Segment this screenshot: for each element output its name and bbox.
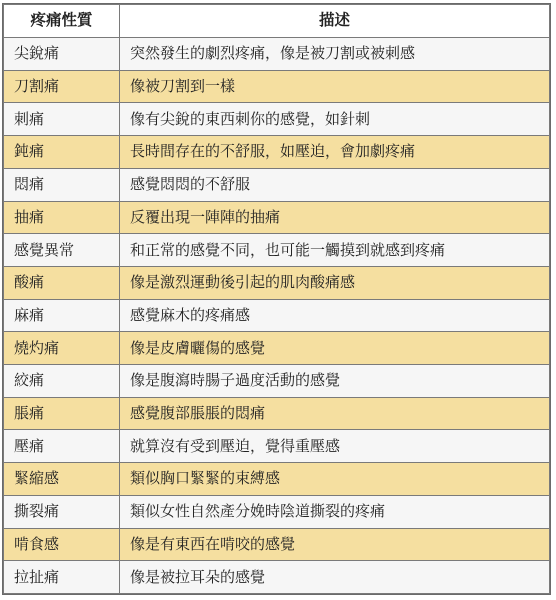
table-row [4,201,550,234]
table-row [4,332,550,365]
description-cell: 和正常的感覺不同，也可能一觸摸到就感到疼痛 [120,234,550,267]
description-cell: 類似女性自然產分娩時陰道撕裂的疼痛 [120,495,550,528]
description-cell: 感覺麻木的疼痛感 [120,299,550,332]
pain-type-cell: 刀割痛 [4,70,120,103]
table-header [4,5,550,38]
pain-type-cell: 尖銳痛 [4,38,120,71]
table-row [4,234,550,267]
description-cell: 像是激烈運動後引起的肌肉酸痛感 [120,266,550,299]
table-row [4,168,550,201]
pain-type-cell: 緊縮感 [4,463,120,496]
description-cell: 像是有東西在啃咬的感覺 [120,528,550,561]
pain-type-cell: 鈍痛 [4,136,120,169]
pain-type-cell: 抽痛 [4,201,120,234]
header-row [4,5,550,38]
table-row [4,397,550,430]
table-row [4,495,550,528]
description-cell: 像被刀割到一樣 [120,70,550,103]
table-body [4,38,550,594]
table-row [4,136,550,169]
description-cell: 長時間存在的不舒服，如壓迫，會加劇疼痛 [120,136,550,169]
description-cell: 突然發生的劇烈疼痛，像是被刀割或被刺感 [120,38,550,71]
table-row [4,103,550,136]
description-cell: 像有尖銳的東西刺你的感覺，如針刺 [120,103,550,136]
pain-type-table [2,3,551,595]
pain-type-cell: 刺痛 [4,103,120,136]
description-cell: 像是被拉耳朵的感覺 [120,561,550,594]
table-row [4,70,550,103]
description-cell: 感覺腹部脹脹的悶痛 [120,397,550,430]
pain-type-cell: 壓痛 [4,430,120,463]
header-pain-type: 疼痛性質 [4,5,120,38]
description-cell: 反覆出現一陣陣的抽痛 [120,201,550,234]
description-cell: 感覺悶悶的不舒服 [120,168,550,201]
table-row [4,38,550,71]
description-cell: 像是皮膚曬傷的感覺 [120,332,550,365]
description-cell: 類似胸口緊緊的束縛感 [120,463,550,496]
pain-type-cell: 撕裂痛 [4,495,120,528]
pain-type-cell: 脹痛 [4,397,120,430]
description-cell: 像是腹瀉時腸子過度活動的感覺 [120,365,550,398]
pain-type-cell: 絞痛 [4,365,120,398]
pain-type-cell: 麻痛 [4,299,120,332]
table-row [4,365,550,398]
pain-type-cell: 酸痛 [4,266,120,299]
pain-type-cell: 悶痛 [4,168,120,201]
table-row [4,299,550,332]
pain-table [3,4,550,594]
table-row [4,266,550,299]
table-row [4,430,550,463]
table-row [4,463,550,496]
pain-type-cell: 啃食感 [4,528,120,561]
table-row [4,561,550,594]
pain-type-cell: 感覺異常 [4,234,120,267]
pain-type-cell: 燒灼痛 [4,332,120,365]
table-row [4,528,550,561]
description-cell: 就算沒有受到壓迫，覺得重壓感 [120,430,550,463]
pain-type-cell: 拉扯痛 [4,561,120,594]
header-description: 描述 [120,5,550,38]
